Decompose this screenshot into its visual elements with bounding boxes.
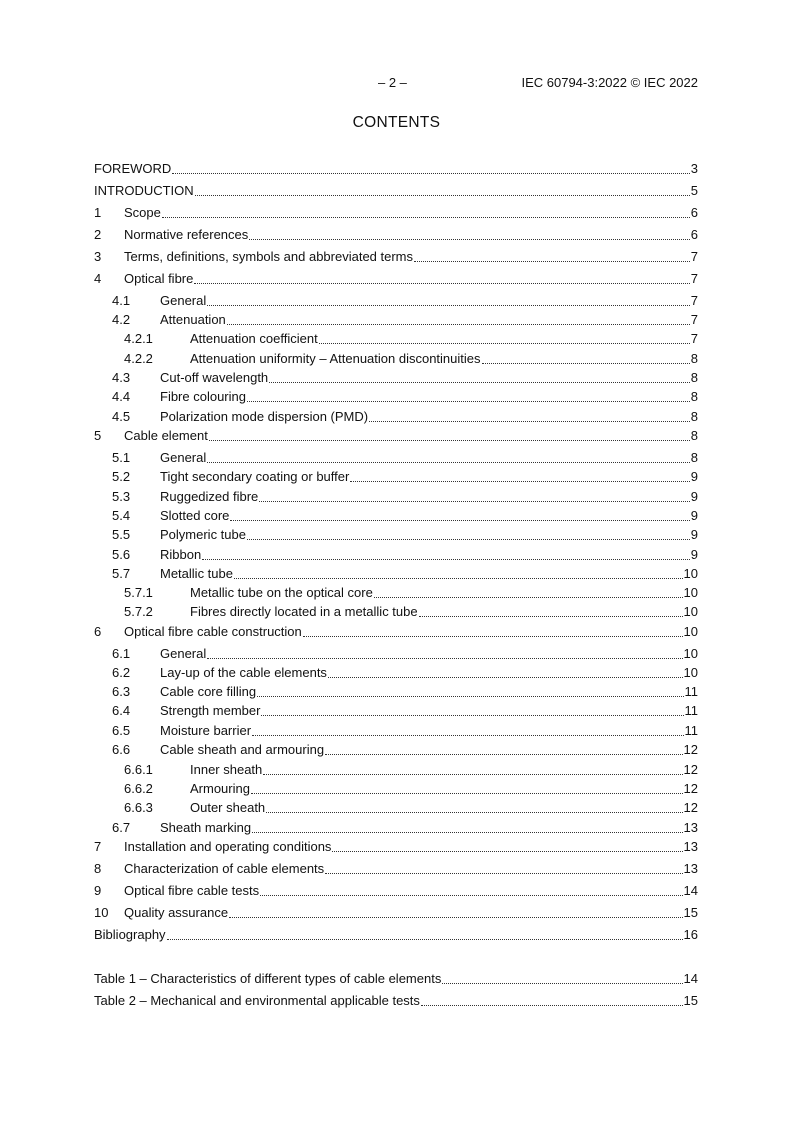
toc-entry-title: Quality assurance [124, 905, 229, 920]
page-header [0, 75, 793, 93]
toc-entry-page: 8 [690, 409, 698, 424]
toc-entry-number: 6.6.1 [124, 762, 153, 777]
toc-entry[interactable] [94, 310, 698, 328]
toc-entry-page: 10 [683, 566, 698, 581]
toc-entry[interactable] [94, 798, 698, 816]
toc-entry[interactable] [94, 203, 698, 221]
toc-entry[interactable] [94, 818, 698, 836]
toc-entry[interactable] [94, 644, 698, 662]
toc-entry[interactable] [94, 740, 698, 758]
toc-entry-page: 12 [683, 742, 698, 757]
toc-entry-title: Attenuation uniformity – Attenuation discontinuities [190, 351, 481, 366]
dot-leader [227, 313, 690, 325]
toc-entry[interactable] [94, 269, 698, 287]
toc-entry-title: Bibliography [94, 927, 166, 942]
toc-entry[interactable] [94, 506, 698, 524]
toc-entry-page: 15 [683, 905, 698, 920]
toc-entry-title: Installation and operating conditions [124, 839, 332, 854]
dot-leader [442, 972, 682, 984]
toc-entry[interactable] [94, 622, 698, 640]
toc-entry-page: 7 [690, 312, 698, 327]
toc-entry-number: 5.7 [112, 566, 131, 581]
dot-leader [172, 162, 689, 174]
dot-leader [482, 352, 690, 364]
toc-entry-page: 12 [683, 800, 698, 815]
toc-entry-number: 8 [94, 861, 102, 876]
page-number: – 2 – [378, 75, 407, 90]
toc-entry-title: Outer sheath [190, 800, 266, 815]
toc-entry-title: Fibres directly located in a metallic tube [190, 604, 418, 619]
toc-entry-title: INTRODUCTION [94, 183, 194, 198]
toc-entry-page: 7 [690, 249, 698, 264]
dot-leader [207, 294, 690, 306]
toc-entry-title: Lay-up of the cable elements [160, 665, 327, 680]
dot-leader [195, 184, 690, 196]
dot-leader [162, 206, 690, 218]
toc-entry-page: 7 [690, 271, 698, 286]
toc-entry-page: 8 [690, 351, 698, 366]
toc-entry-page: 8 [690, 389, 698, 404]
toc-entry[interactable] [94, 663, 698, 681]
dot-leader [249, 228, 689, 240]
toc-entry-page: 10 [683, 665, 698, 680]
toc-entry-number: 5 [94, 428, 102, 443]
toc-entry-title: Polarization mode dispersion (PMD) [160, 409, 369, 424]
toc-entry-page: 9 [690, 527, 698, 542]
toc-entry[interactable] [94, 779, 698, 797]
toc-entry-number: 6.6.2 [124, 781, 153, 796]
toc-entry[interactable] [94, 407, 698, 425]
toc-entry-title: Sheath marking [160, 820, 252, 835]
toc-entry-title: Metallic tube [160, 566, 233, 581]
toc-entry[interactable] [94, 225, 698, 243]
toc-entry-title: Attenuation coefficient [190, 331, 318, 346]
dot-leader [257, 685, 683, 697]
toc-entry-title: General [160, 646, 207, 661]
toc-entry-title: Optical fibre cable tests [124, 883, 260, 898]
toc-entry-page: 11 [684, 723, 698, 738]
toc-entry[interactable] [94, 837, 698, 855]
contents-title: CONTENTS [352, 114, 441, 131]
toc-entry-page: 9 [690, 469, 698, 484]
toc-entry-number: 6.3 [112, 684, 131, 699]
toc-entry[interactable] [94, 181, 698, 199]
toc-entry-page: 11 [684, 684, 698, 699]
toc-entry[interactable] [94, 368, 698, 386]
toc-entry-number: 4.5 [112, 409, 131, 424]
dot-leader [325, 743, 682, 755]
toc-entry-page: 13 [683, 839, 698, 854]
dot-leader [328, 666, 683, 678]
toc-entry-page: 6 [690, 227, 698, 242]
toc-entry-number: 4.4 [112, 389, 131, 404]
toc-entry-page: 16 [683, 927, 698, 942]
toc-entry[interactable] [94, 721, 698, 739]
dot-leader [263, 763, 682, 775]
toc-entry[interactable] [94, 291, 698, 309]
toc-entry-page: 8 [690, 450, 698, 465]
dot-leader [167, 928, 683, 940]
toc-entry-page: 7 [690, 331, 698, 346]
dot-leader [414, 250, 690, 262]
toc-entry-page: 14 [683, 883, 698, 898]
toc-entry-page: 3 [690, 161, 698, 176]
dot-leader [234, 567, 683, 579]
toc-entry-title: Attenuation [160, 312, 226, 327]
toc-entry[interactable] [94, 564, 698, 582]
toc-entry-page: 6 [690, 205, 698, 220]
toc-entry-title: Inner sheath [190, 762, 263, 777]
dot-leader [259, 490, 689, 502]
toc-entry-page: 8 [690, 370, 698, 385]
toc-entry-number: 4.2 [112, 312, 131, 327]
toc-entry-number: 5.3 [112, 489, 131, 504]
toc-entry-title: Terms, definitions, symbols and abbreviated terms [124, 249, 414, 264]
toc-entry[interactable] [94, 487, 698, 505]
dot-leader [207, 647, 682, 659]
dot-leader [207, 451, 690, 463]
toc-entry[interactable] [94, 925, 698, 943]
dot-leader [350, 470, 689, 482]
toc-entry-number: 5.6 [112, 547, 131, 562]
toc-entry-number: 4 [94, 271, 102, 286]
dot-leader [230, 509, 689, 521]
dot-leader [247, 390, 690, 402]
toc-entry[interactable] [94, 426, 698, 444]
toc-entry-number: 6.4 [112, 703, 131, 718]
dot-leader [319, 332, 690, 344]
toc-entry[interactable] [94, 247, 698, 265]
dot-leader [251, 782, 683, 794]
toc-entry-title: Ribbon [160, 547, 202, 562]
toc-entry-number: 4.2.2 [124, 351, 153, 366]
toc-entry-number: 6.2 [112, 665, 131, 680]
toc-entry-title: Cable element [124, 428, 208, 443]
toc-entry-number: 5.4 [112, 508, 131, 523]
toc-entry-number: 3 [94, 249, 102, 264]
toc-entry[interactable] [94, 583, 698, 601]
toc-entry-title: Polymeric tube [160, 527, 246, 542]
toc-entry-title: Armouring [190, 781, 250, 796]
toc-entry-title: Fibre colouring [160, 389, 246, 404]
dot-leader [369, 410, 690, 422]
toc-entry[interactable] [94, 682, 698, 700]
toc-entry-number: 6.6 [112, 742, 131, 757]
toc-entry-page: 13 [683, 861, 698, 876]
toc-entry[interactable] [94, 903, 698, 921]
toc-entry-title: General [160, 293, 207, 308]
toc-entry-number: 5.1 [112, 450, 131, 465]
toc-entry-page: 13 [683, 820, 698, 835]
toc-entry-number: 1 [94, 205, 102, 220]
dot-leader [261, 704, 683, 716]
dot-leader [252, 821, 682, 833]
toc-entry-title: Cable sheath and armouring [160, 742, 325, 757]
toc-entry-title: Table 1 – Characteristics of different types of cable elements [94, 971, 442, 986]
dot-leader [260, 884, 682, 896]
toc-entry-title: Characterization of cable elements [124, 861, 325, 876]
toc-entry-title: Tight secondary coating or buffer [160, 469, 350, 484]
dot-leader [374, 586, 683, 598]
dot-leader [202, 548, 690, 560]
toc-entry-title: Moisture barrier [160, 723, 252, 738]
toc-entry-page: 10 [683, 585, 698, 600]
toc-entry-title: Cut-off wavelength [160, 370, 269, 385]
toc-entry-number: 5.7.1 [124, 585, 153, 600]
toc-entry-title: Optical fibre [124, 271, 194, 286]
toc-entry[interactable] [94, 969, 698, 987]
toc-entry[interactable] [94, 991, 698, 1009]
toc-entry-page: 9 [690, 508, 698, 523]
toc-entry-page: 11 [684, 703, 698, 718]
dot-leader [325, 862, 682, 874]
toc-entry[interactable] [94, 448, 698, 466]
dot-leader [266, 801, 682, 813]
toc-entry-title: FOREWORD [94, 161, 172, 176]
toc-entry-number: 10 [94, 905, 109, 920]
toc-entry-title: Strength member [160, 703, 261, 718]
toc-entry[interactable] [94, 701, 698, 719]
dot-leader [247, 528, 690, 540]
toc-entry-title: Optical fibre cable construction [124, 624, 302, 639]
toc-entry[interactable] [94, 859, 698, 877]
dot-leader [209, 429, 690, 441]
toc-entry-number: 5.5 [112, 527, 131, 542]
toc-entry-number: 6.6.3 [124, 800, 153, 815]
toc-entry-page: 10 [683, 604, 698, 619]
toc-entry-number: 4.2.1 [124, 331, 153, 346]
dot-leader [269, 371, 690, 383]
toc-entry-title: Normative references [124, 227, 249, 242]
toc-entry-number: 6 [94, 624, 102, 639]
toc-entry-title: Table 2 – Mechanical and environmental applicable tests [94, 993, 420, 1008]
toc-entry-number: 6.5 [112, 723, 131, 738]
dot-leader [332, 840, 682, 852]
toc-entry-number: 4.3 [112, 370, 131, 385]
toc-entry[interactable] [94, 760, 698, 778]
dot-leader [194, 272, 689, 284]
toc-entry-page: 10 [683, 624, 698, 639]
toc-entry-page: 12 [683, 781, 698, 796]
toc-entry-page: 10 [683, 646, 698, 661]
toc-entry-page: 7 [690, 293, 698, 308]
toc-entry-page: 15 [683, 993, 698, 1008]
toc-entry[interactable] [94, 467, 698, 485]
toc-entry[interactable] [94, 881, 698, 899]
toc-entry-number: 5.7.2 [124, 604, 153, 619]
toc-entry-page: 8 [690, 428, 698, 443]
toc-entry-number: 2 [94, 227, 102, 242]
toc-entry[interactable] [94, 159, 698, 177]
toc-entry-title: Ruggedized fibre [160, 489, 259, 504]
dot-leader [229, 906, 682, 918]
toc-entry-number: 6.7 [112, 820, 131, 835]
document-reference: IEC 60794-3:2022 © IEC 2022 [521, 75, 698, 90]
toc-entry-page: 5 [690, 183, 698, 198]
toc-entry-page: 9 [690, 489, 698, 504]
dot-leader [419, 605, 683, 617]
dot-leader [303, 625, 683, 637]
toc-entry-number: 4.1 [112, 293, 131, 308]
toc-entry-title: Slotted core [160, 508, 230, 523]
toc-entry-number: 5.2 [112, 469, 131, 484]
dot-leader [421, 994, 683, 1006]
toc-entry[interactable] [94, 525, 698, 543]
toc-entry-number: 9 [94, 883, 102, 898]
toc-entry-title: Scope [124, 205, 161, 220]
toc-entry-page: 9 [690, 547, 698, 562]
toc-entry[interactable] [94, 329, 698, 347]
toc-entry[interactable] [94, 349, 698, 367]
toc-entry-title: General [160, 450, 207, 465]
dot-leader [252, 724, 683, 736]
toc-entry-number: 6.1 [112, 646, 131, 661]
toc-entry[interactable] [94, 545, 698, 563]
toc-entry-title: Metallic tube on the optical core [190, 585, 373, 600]
toc-entry-number: 7 [94, 839, 102, 854]
toc-entry-title: Cable core filling [160, 684, 257, 699]
toc-entry[interactable] [94, 602, 698, 620]
toc-entry-page: 12 [683, 762, 698, 777]
toc-entry-page: 14 [683, 971, 698, 986]
toc-entry[interactable] [94, 387, 698, 405]
